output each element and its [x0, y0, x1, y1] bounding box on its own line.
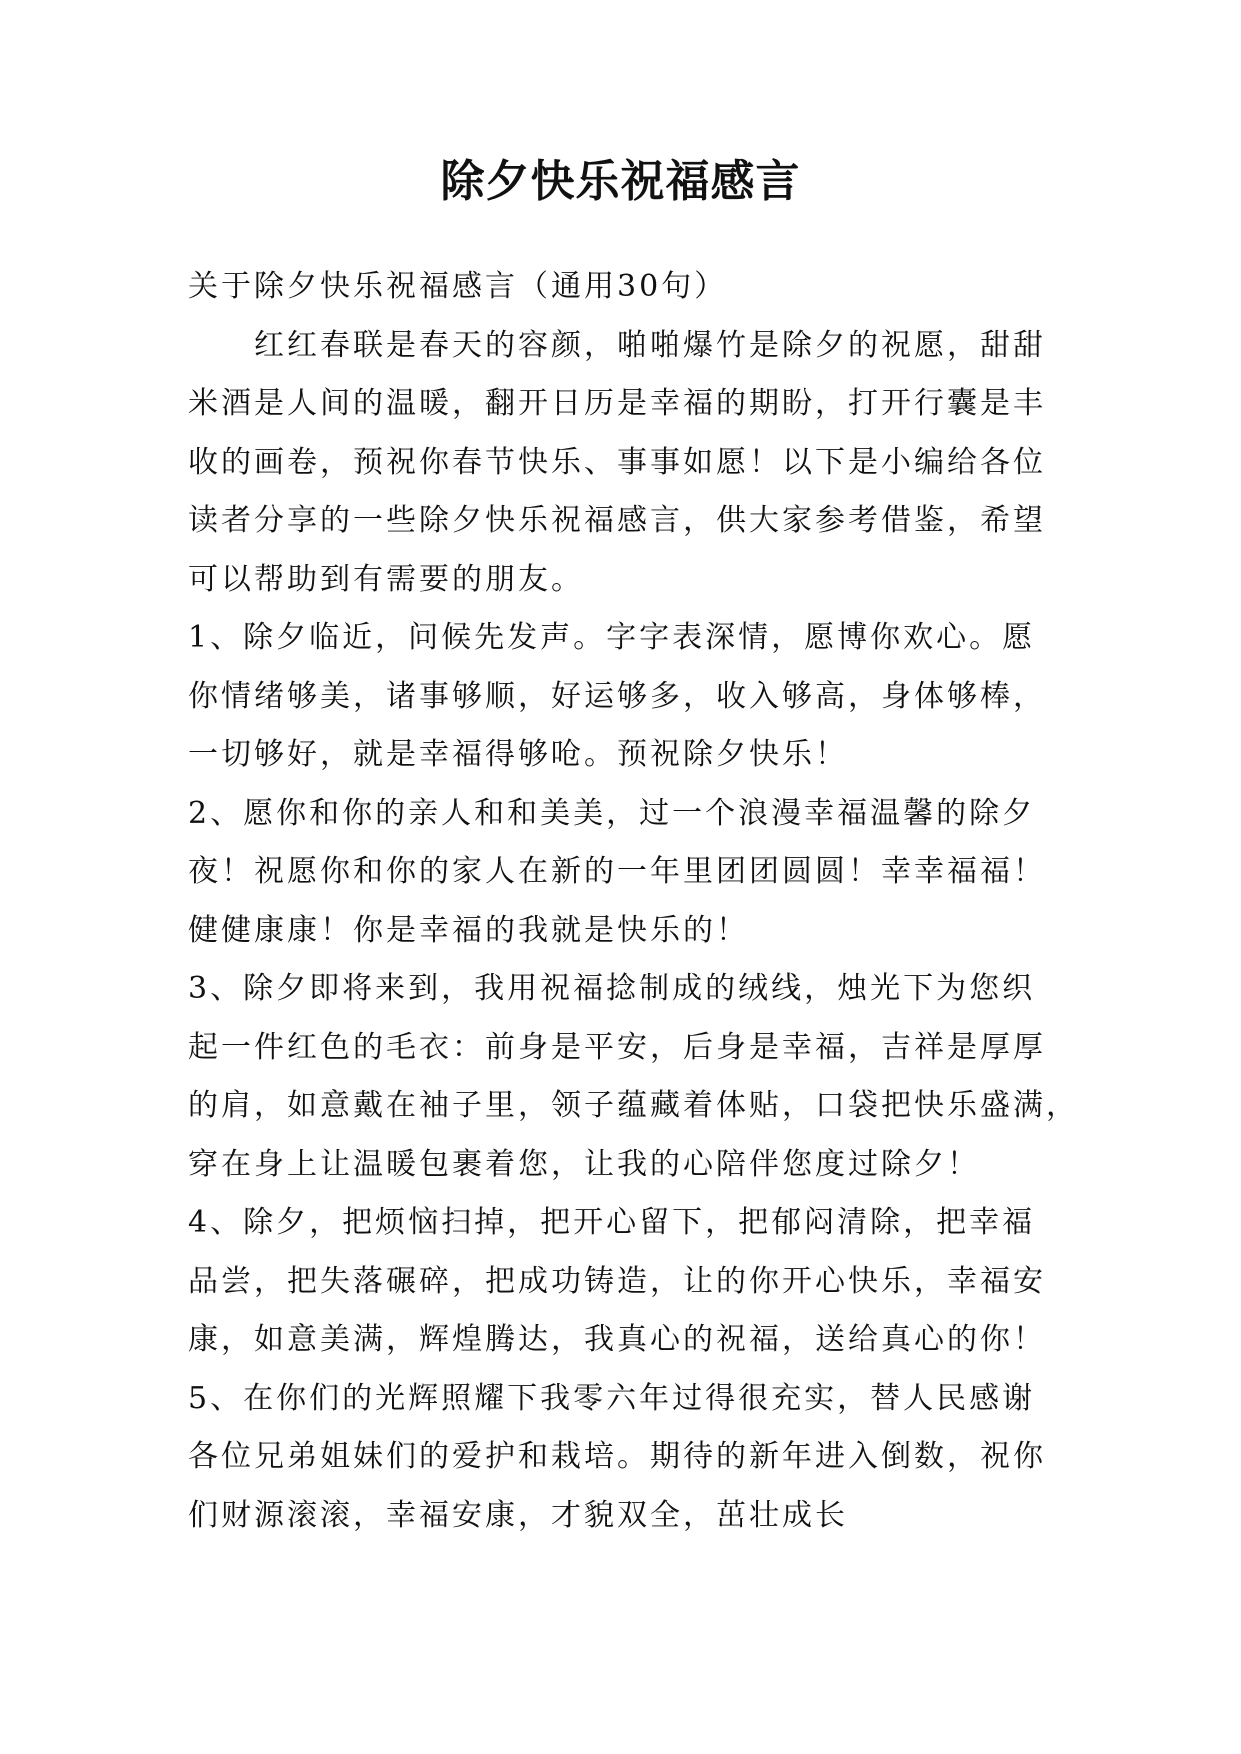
- document-title: 除夕快乐祝福感言: [440, 156, 801, 207]
- blessing-item-2-line: 夜！祝愿你和你的家人在新的一年里团团圆圆！幸幸福福！: [188, 854, 1046, 889]
- blessing-item-4-line: 品尝，把失落碾碎，把成功铸造，让的你开心快乐，幸福安: [188, 1263, 1046, 1299]
- intro-paragraph-line: 红红春联是春天的容颜，啪啪爆竹是除夕的祝愿，甜甜: [254, 327, 1046, 363]
- blessing-item-3-line: 穿在身上让温暖包裹着您，让我的心陪伴您度过除夕！: [188, 1146, 980, 1182]
- intro-paragraph-line: 读者分享的一些除夕快乐祝福感言，供大家参考借鉴，希望: [188, 503, 1046, 538]
- blessing-item-5-line: 各位兄弟姐妹们的爱护和栽培。期待的新年进入倒数，祝你: [188, 1439, 1046, 1474]
- blessing-item-2-line: 2、愿你和你的亲人和和美美，过一个浪漫幸福温馨的除夕: [188, 795, 1036, 831]
- blessing-item-4-line: 康，如意美满，辉煌腾达，我真心的祝福，送给真心的你！: [188, 1322, 1046, 1357]
- blessing-item-2-line: 健健康康！你是幸福的我就是快乐的！: [188, 912, 749, 948]
- blessing-item-1-line: 1、除夕临近，问候先发声。字字表深情，愿博你欢心。愿: [188, 620, 1036, 655]
- document-body: [188, 258, 1079, 1545]
- intro-paragraph-line: 收的画卷，预祝你春节快乐、事事如愿！以下是小编给各位: [188, 444, 1046, 480]
- subtitle-line: 关于除夕快乐祝福感言（通用30句）: [188, 269, 728, 304]
- blessing-item-3-line: 起一件红色的毛衣：前身是平安，后身是幸福，吉祥是厚厚: [188, 1029, 1046, 1065]
- blessing-item-3-line: 3、除夕即将来到，我用祝福捻制成的绒线，烛光下为您织: [188, 971, 1036, 1006]
- blessing-item-1-line: 你情绪够美，诸事够顺，好运够多，收入够高，身体够棒，: [188, 678, 1046, 714]
- intro-paragraph-line: 可以帮助到有需要的朋友。: [188, 561, 584, 597]
- blessing-item-3-line: 的肩，如意戴在袖子里，领子蕴藏着体贴，口袋把快乐盛满，: [188, 1088, 1079, 1123]
- intro-paragraph-line: 米酒是人间的温暖，翻开日历是幸福的期盼，打开行囊是丰: [188, 386, 1046, 421]
- blessing-item-5-line: 5、在你们的光辉照耀下我零六年过得很充实，替人民感谢: [188, 1380, 1036, 1416]
- blessing-item-5-line: 们财源滚滚，幸福安康，才貌双全，茁壮成长: [188, 1497, 848, 1533]
- blessing-item-4-line: 4、除夕，把烦恼扫掉，把开心留下，把郁闷清除，把幸福: [188, 1205, 1036, 1240]
- blessing-item-1-line: 一切够好，就是幸福得够呛。预祝除夕快乐！: [188, 737, 848, 772]
